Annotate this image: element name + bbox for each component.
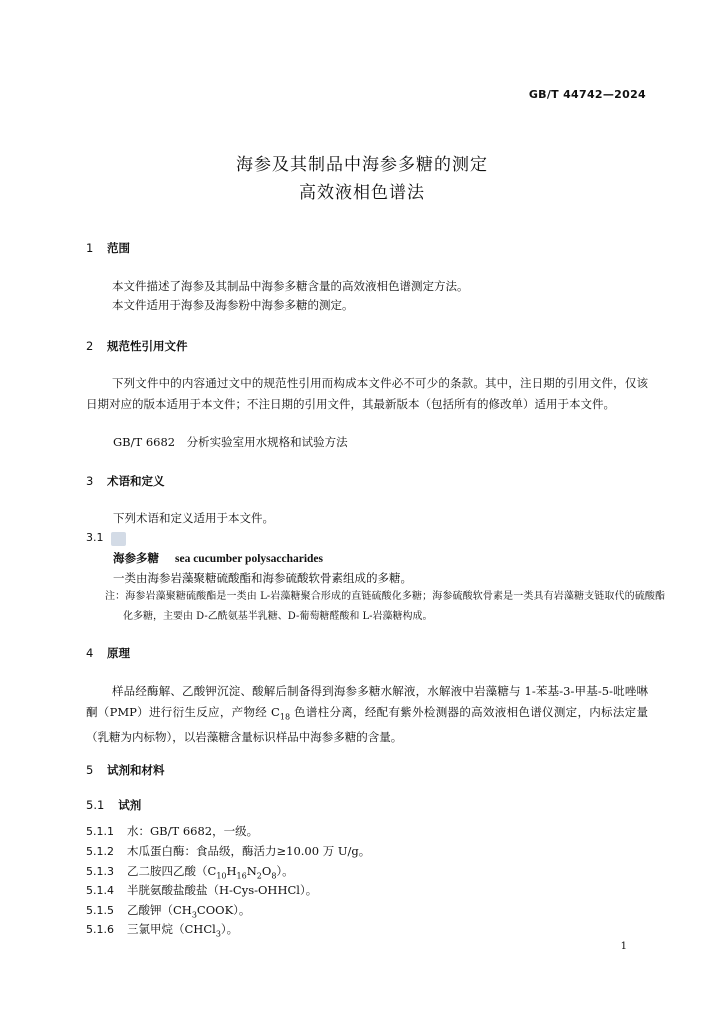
section-title: 原理 <box>107 646 130 660</box>
section-title: 规范性引用文件 <box>107 339 188 353</box>
reagent-item: 5.1.1 水：GB/T 6682，一级。 <box>86 824 259 838</box>
page-number: 1 <box>620 941 627 952</box>
reagent-item: 5.1.5 乙酸钾$(CH_3COOK)$。 <box>86 903 251 920</box>
watermark-logo <box>111 532 126 546</box>
reagent-item: 5.1.3 乙二胺四乙酸$(C_{10}H_{16}N_2O_8)$。 <box>86 864 294 881</box>
subsection-5-1-heading <box>86 797 141 813</box>
standard-number: GB/T 44742—2024 <box>528 88 646 101</box>
term-number: 3.1 <box>86 531 104 544</box>
term-note: 注：海参岩藻聚糖硫酸酯是一类由 L-岩藻糖聚合形成的直链硫酸化多糖；海参硫酸软骨素是一类具有岩藻糖支链取代的硫酸酯化多糖，主要由 D-乙酰氨基半乳糖、D-葡萄糖醛酸和 L-岩藻糖构成。 <box>105 591 665 622</box>
section-title: 试剂和材料 <box>107 763 165 777</box>
section-number: 4 <box>86 646 94 660</box>
document-subtitle: 高效液相色谱法 <box>299 183 425 203</box>
section-3-heading <box>86 473 165 489</box>
section-1-heading <box>86 240 130 256</box>
term-chinese: 海参多糖 <box>113 551 159 565</box>
paragraph: 下列文件中的内容通过文中的规范性引用而构成本文件必不可少的条款。其中，注日期的引用文件，仅该日期对应的版本适用于本文件；不注日期的引用文件，其最新版本（包括所有的修改单）适用于本文件。 <box>86 376 648 411</box>
section-number: 3 <box>86 474 94 488</box>
section-number: 1 <box>86 241 94 255</box>
document-title: 海参及其制品中海参多糖的测定 <box>236 155 488 175</box>
term-entry <box>113 550 323 566</box>
section-number: 5 <box>86 763 94 777</box>
subsection-number: 5.1 <box>86 798 105 812</box>
section-4-heading <box>86 645 130 661</box>
normative-reference: GB/T 6682 分析实验室用水规格和试验方法 <box>113 435 348 449</box>
paragraph: 本文件描述了海参及其制品中海参多糖含量的高效液相色谱测定方法。 <box>112 279 469 293</box>
principle-paragraph: 样品经酶解、乙酸钾沉淀、酸解后制备得到海参多糖水解液，水解液中岩藻糖与 1-苯基-3-甲基-5-吡唑啉酮（PMP）进行衍生反应，产物经 $C_{18}$ 色谱柱分离，经配有紫外检测器的高效液相色谱仪测定，内标法定量（乳糖为内标物），以岩藻糖含量标识样品中海参多糖的含量。 <box>86 684 648 745</box>
paragraph: 本文件适用于海参及海参粉中海参多糖的测定。 <box>112 298 354 312</box>
section-2-heading <box>86 338 188 354</box>
reagent-item: 5.1.6 三氯甲烷（CHCl$_3$）。 <box>86 922 239 939</box>
section-number: 2 <box>86 339 94 353</box>
reagent-item: 5.1.2 木瓜蛋白酶：食品级，酶活力≥10.00 万 U/g。 <box>86 844 371 858</box>
section-title: 术语和定义 <box>107 474 165 488</box>
section-5-heading <box>86 762 165 778</box>
term-english: sea cucumber polysaccharides <box>175 553 324 565</box>
term-definition: 一类由海参岩藻聚糖硫酸酯和海参硫酸软骨素组成的多糖。 <box>113 571 412 585</box>
reagent-item: 5.1.4 半胱氨酸盐酸盐（H-Cys-OHHCl）。 <box>86 883 318 897</box>
paragraph: 下列术语和定义适用于本文件。 <box>113 511 274 525</box>
subsection-title: 试剂 <box>118 798 142 812</box>
section-title: 范围 <box>107 241 130 255</box>
